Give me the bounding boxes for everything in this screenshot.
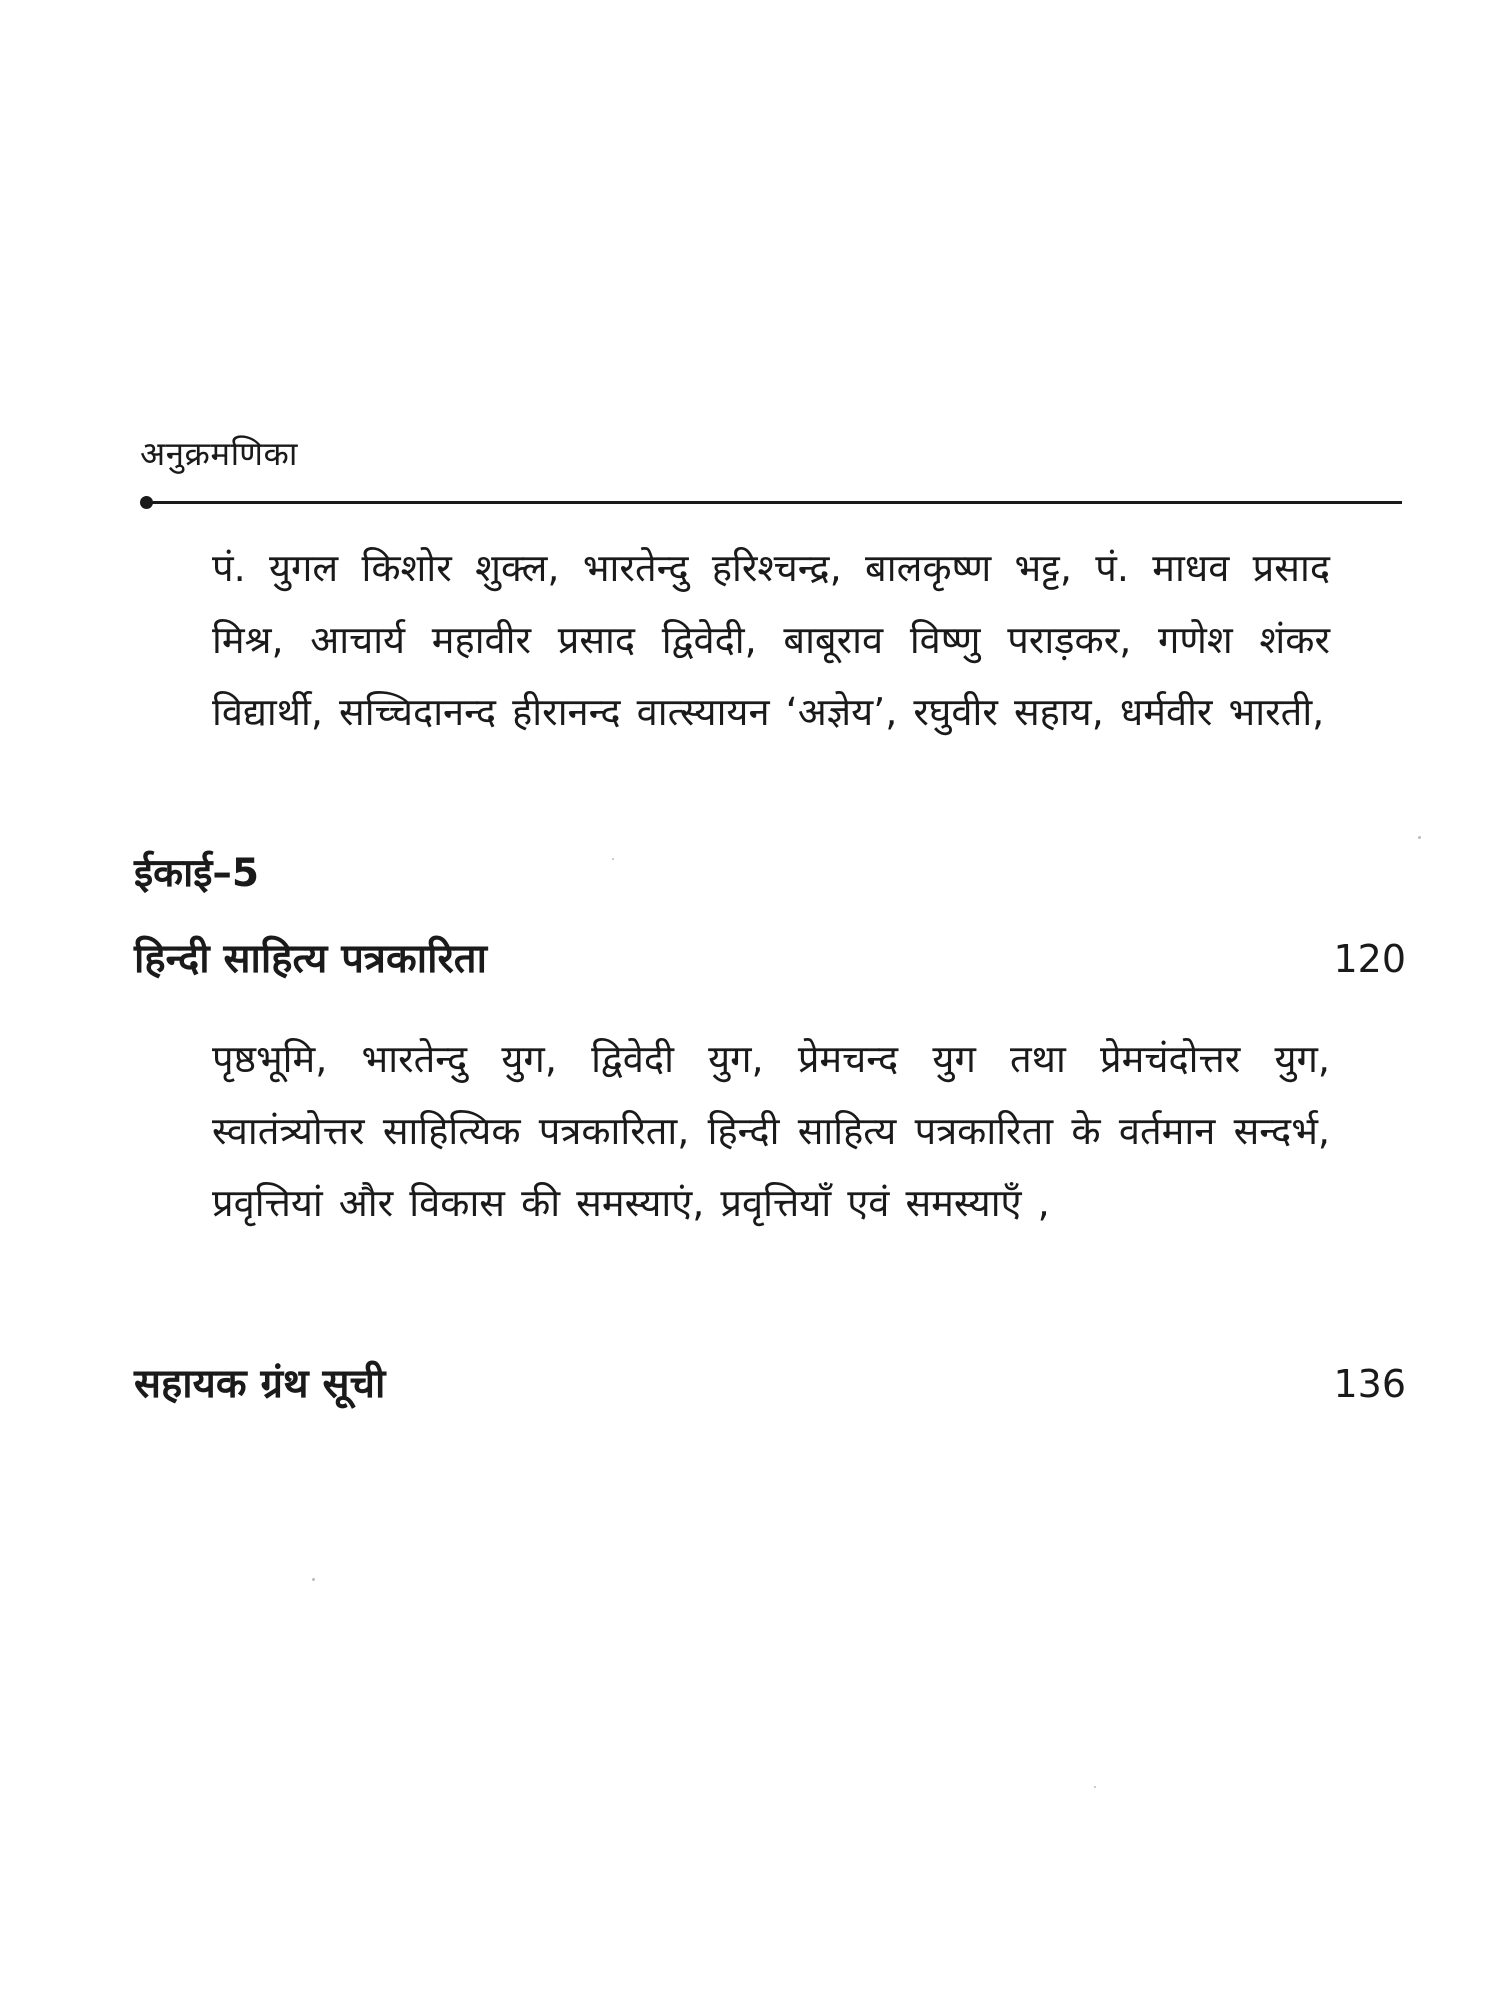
unit5-label: ईकाई–5 [134,851,259,896]
scan-speck [1094,1786,1096,1788]
toc-entry-bibliography [134,1357,1406,1411]
bibliography-page-number: 136 [1333,1362,1406,1406]
scan-speck [312,1578,315,1581]
scan-speck [1418,836,1421,839]
unit5-page-number: 120 [1333,937,1406,981]
unit5-topics-paragraph: पृष्ठभूमि, भारतेन्दु युग, द्विवेदी युग, प्रेमचन्द युग तथा प्रेमचंदोत्तर युग, स्वातंत्र्योत्तर साहित्यिक पत्रकारिता, हिन्दी साहित्य पत्रकारिता के वर्तमान सन्दर्भ, प्रवृत्तियां और विकास की समस्याएं, प्रवृत्तियाँ एवं समस्याएँ , [212,1037,1330,1225]
bibliography-title: सहायक ग्रंथ सूची [134,1361,386,1407]
header-rule [148,501,1402,504]
scan-speck [612,858,614,860]
running-head: अनुक्रमणिका [140,434,298,473]
toc-entry-unit5 [134,932,1406,986]
unit5-title: हिन्दी साहित्य पत्रकारिता [134,936,487,982]
unit4-topics-paragraph: पं. युगल किशोर शुक्ल, भारतेन्दु हरिश्चन्द्र, बालकृष्ण भट्ट, पं. माधव प्रसाद मिश्र, आचार्य महावीर प्रसाद द्विवेदी, बाबूराव विष्णु पराड़कर, गणेश शंकर विद्यार्थी, सच्चिदानन्द हीरानन्द वात्स्यायन ‘अज्ञेय’, रघुवीर सहाय, धर्मवीर भारती, [212,546,1330,734]
